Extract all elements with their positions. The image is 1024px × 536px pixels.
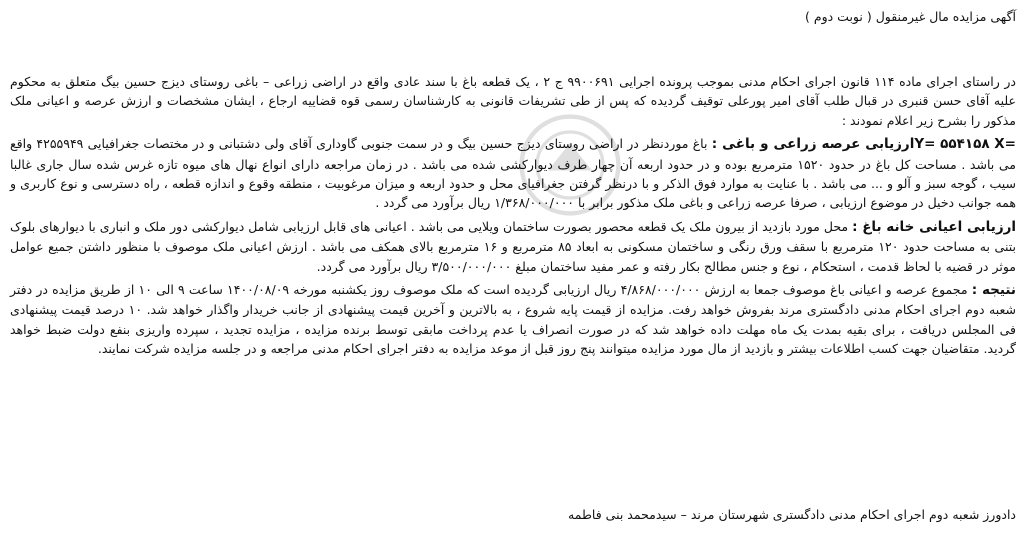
result-paragraph	[10, 280, 1016, 359]
coordinates-label: Y= ۵۵۴۱۵۸ X=	[914, 136, 1016, 153]
result-text: مجموع عرصه و اعیانی باغ موصوف جمعا به ارزش ۴/۸۶۸/۰۰۰/۰۰۰ ریال ارزیابی گردیده است که ملک موصوف روز یکشنبه مورخه ۱۴۰۰/۰۸/۰۹ ساعت ۹ الی ۱۰ از طریق مزایده در دفتر شعبه دوم اجرای احکام مدنی دادگستری مرند بفروش خواهد رفت. مزایده از قیمت پایه شروع ، به بالاترین و آخرین قیمت پیشنهادی از جانب خریدار واگذار خواهد شد. ۱۰ درصد قیمت پیشنهادی فی المجلس دریافت ، برای بقیه بمدت یک ماه مهلت داده خواهد شد که در صورت انصراف یا عدم پرداخت مابقی توسط برنده مزایده ، مزایده تجدید ، سپرده واریزی بنفع دولت ضبط خواهد گردید. متقاضیان جهت کسب اطلاعات بیشتر و بازدید از مال مورد مزایده میتوانند پنج روز قبل از موعد مزایده به دفتر اجرای احکام مدنی مراجعه و در جلسه مزایده شرکت نمایند.	[10, 282, 1016, 357]
building-valuation-heading: ارزیابی اعیانی خانه باغ :	[852, 218, 1016, 235]
notice-body	[10, 72, 1016, 361]
notice-title: آگهی مزایده مال غیرمنقول ( نوبت دوم )	[805, 9, 1016, 24]
land-valuation-text: باغ موردنظر در اراضی روستای دیزج حسین بیگ و در سمت جنوبی گاوداری آقای ولی دشتبانی و در مختصات جغرافیایی ۴۲۵۵۹۴۹ واقع می باشد . مساحت کل باغ در حدود ۱۵۲۰ مترمربع بوده و در حدود اربعه آن چهار طرف دیوارکشی شده می باشد . در زمان مراجعه دارای انواع نهال های میوه تازه غرس شده سال جاری غالبا سیب ، گوجه سبز و آلو و ... می باشد . با عنایت به موارد فوق الذکر و با درنظر گرفتن جغرافیای محل و حدود اربعه و میزان مرغوبیت ، منطقه وقوع و اندازه قطعه ، راه دسترسی و نوع کاربری و همه جوانب دخیل در موضوع ارزیابی ، صرفا عرصه زراعی و باغی ملک مذکور برابر با ۱/۳۶۸/۰۰۰/۰۰۰ ریال برآورد می گردد .	[10, 136, 1016, 211]
building-valuation-paragraph	[10, 217, 1016, 276]
result-heading: نتیجه :	[971, 282, 1016, 299]
land-valuation-heading: ارزیابی عرصه زراعی و باغی :	[711, 136, 915, 153]
land-valuation-paragraph	[10, 134, 1016, 213]
building-valuation-text: محل مورد بازدید از بیرون ملک یک قطعه محصور بصورت ساختمان ویلایی می باشد . اعیانی های قابل ارزیابی شامل دیوارکشی دور ملک و انباری با دیوارهای بلوک بتنی به مساحت حدود ۱۲۰ مترمربع با سقف ورق رنگی و ساختمان مسکونی به ابعاد ۸۵ مترمربع و ۱۶ مترمربع بالای همکف می باشد . ارزش اعیانی ملک موصوف با منظور داشتن جمیع عوامل موثر در قضیه با لحاظ قدمت ، استحکام ، نوع و جنس مطالح بکار رفته و عمر مفید ساختمان مبلغ ۳/۵۰۰/۰۰۰/۰۰۰ ریال برآورد می گردد.	[10, 218, 1016, 274]
intro-paragraph: در راستای اجرای ماده ۱۱۴ قانون اجرای احکام مدنی بموجب پرونده اجرایی ۹۹۰۰۶۹۱ ج ۲ ، یک قطعه باغ با سند عادی واقع در اراضی زراعی – باغی روستای دیزج حسین بیگ متعلق به محکوم علیه آقای حسن قنبری در قبال طلب آقای امیر پورعلی توقیف گردیده که پس از طی تشریفات قانونی به کارشناسان رسمی قوه قضاییه ارجاع ، ایشان مشخصات و ارزش عرصه و اعیانی ملک مذکور را بشرح زیر اعلام نمودند :	[10, 74, 1016, 128]
signature-line: دادورز شعبه دوم اجرای احکام مدنی دادگستری شهرستان مرند – سیدمحمد بنی فاطمه	[568, 507, 1016, 522]
